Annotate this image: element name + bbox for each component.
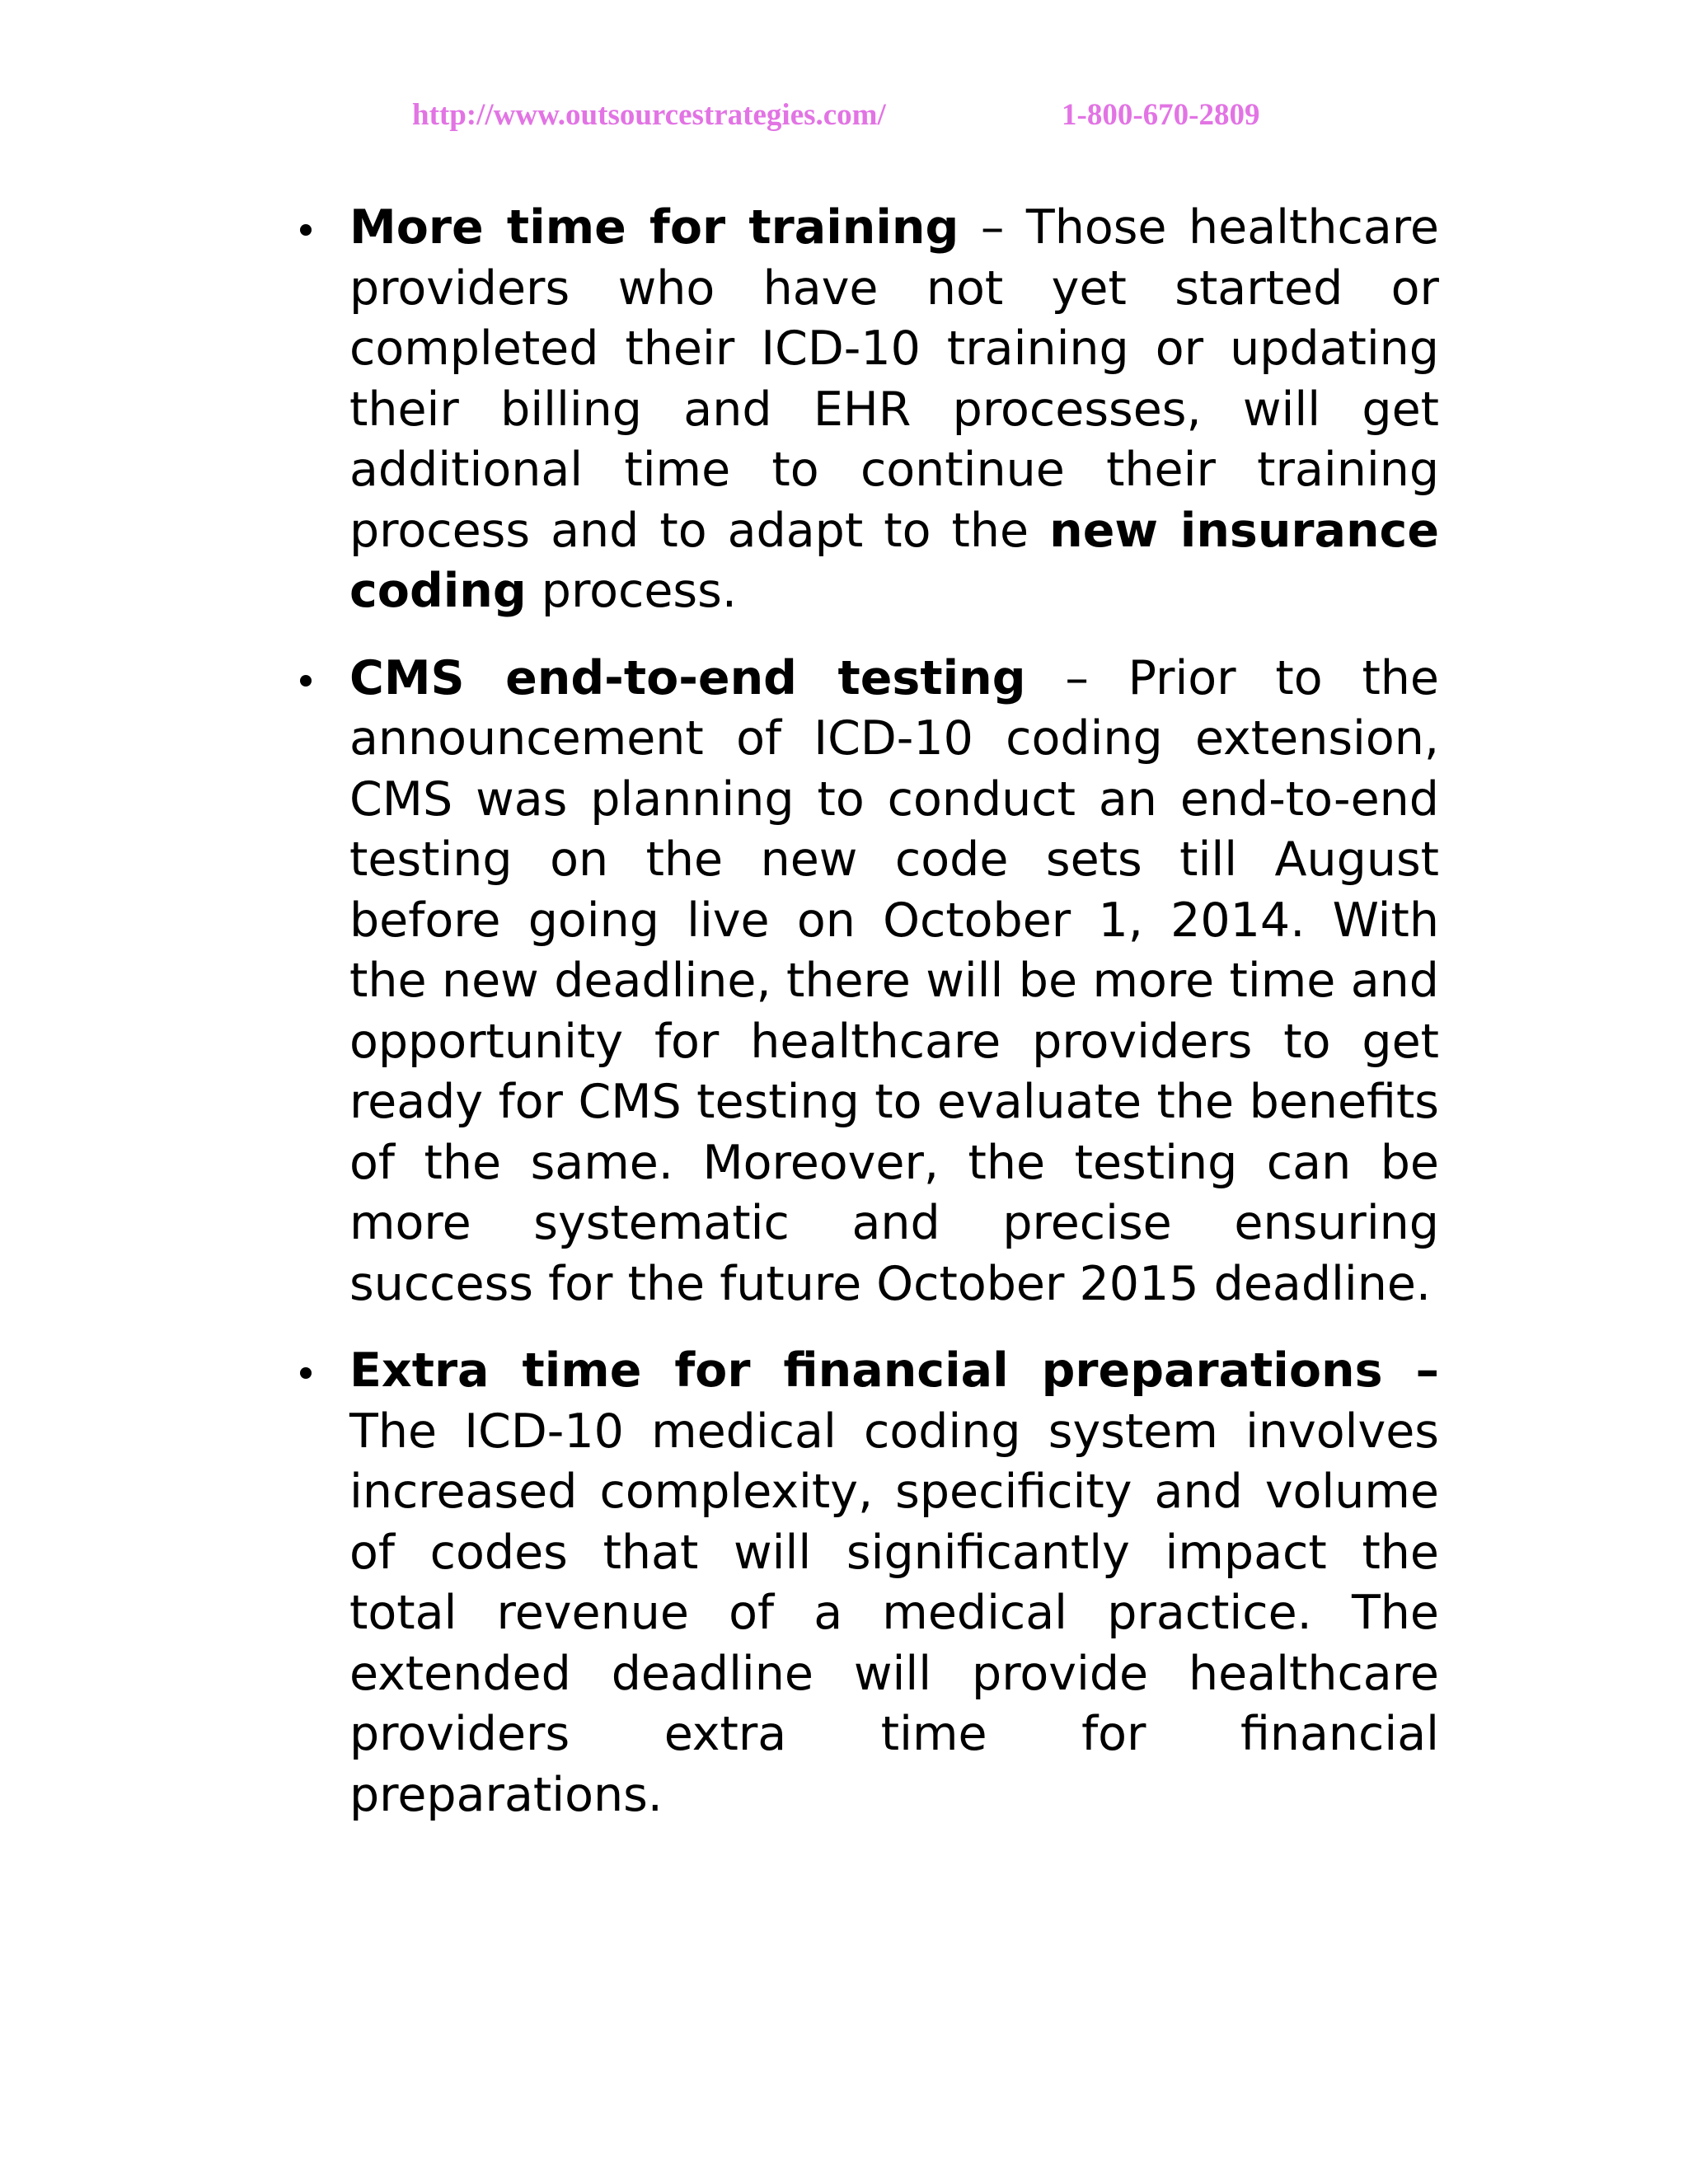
- bullet-heading: Extra time for financial preparations –: [349, 1343, 1439, 1398]
- bullet-text: The ICD-10 medical coding system involves increased complexity, specificity and volume of codes that will significantly impact the total revenue of a medical practice. The extended deadline will provide healthcare providers extra time for financial preparations.: [349, 1404, 1439, 1822]
- bullet-paragraph: [349, 1341, 1439, 1825]
- document-body: [290, 198, 1439, 1852]
- phone-number: 1-800-670-2809: [1062, 98, 1260, 132]
- dash: –: [1025, 650, 1128, 705]
- bullet-icon: [300, 224, 312, 236]
- dash: –: [959, 200, 1026, 255]
- bullet-emphasis: new insurance coding: [349, 503, 1439, 618]
- list-item: [290, 198, 1439, 622]
- website-link[interactable]: http://www.outsourcestrategies.com/: [412, 98, 886, 132]
- bullet-paragraph: [349, 649, 1439, 1315]
- bullet-icon: [300, 1367, 312, 1379]
- bullet-text-end: process.: [526, 564, 737, 618]
- bullet-heading: CMS end-to-end testing: [349, 650, 1026, 705]
- list-item: [290, 649, 1439, 1315]
- bullet-text: Prior to the announcement of ICD-10 coding extension, CMS was planning to conduct an end-to-end testing on the new code sets till August before going live on October 1, 2014. With the new deadline, there will be more time and opportunity for healthcare providers to get ready for CMS testing to evaluate the benefits of the same. Moreover, the testing can be more systematic and precise ensuring success for the future October 2015 deadline.: [349, 650, 1439, 1311]
- bullet-list: [290, 198, 1439, 1825]
- bullet-text: Those healthcare providers who have not yet started or completed their ICD-10 training or updating their billing and EHR processes, will get additional time to continue their training process and to adapt to the: [349, 200, 1440, 558]
- page-header: [0, 97, 1688, 143]
- list-item: [290, 1341, 1439, 1825]
- bullet-icon: [300, 675, 312, 687]
- bullet-paragraph: [349, 198, 1439, 622]
- bullet-heading: More time for training: [349, 200, 959, 255]
